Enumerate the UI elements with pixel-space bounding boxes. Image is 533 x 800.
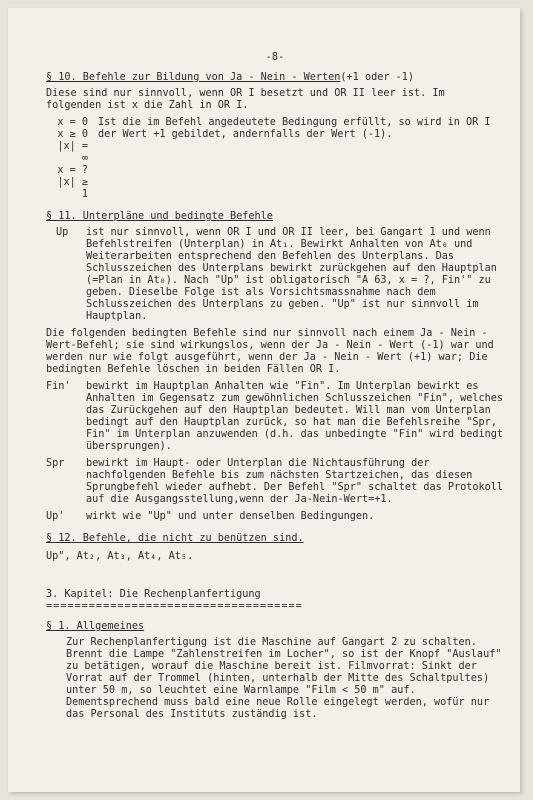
section-10-intro: Diese sind nur sinnvoll, wenn OR I besetzt und OR II leer ist. Im folgenden ist x die Zahl in OR I.: [46, 88, 445, 111]
condition-item: x = 0: [57, 117, 88, 128]
command-up: [46, 227, 504, 323]
document-page: [46, 52, 504, 726]
section-12-list: Up", At₂, At₃, At₄, At₅.: [46, 551, 194, 562]
section-1-text: Zur Rechenplanfertigung ist die Maschine auf Gangart 2 zu schalten. Brennt die Lampe "Zahlenstreifen im Locher", so ist der Knopf "Auslauf" zu betätigen, worauf die Maschine bereit ist. Filmvorrat: Sinkt der Vorrat auf der Trommel (hinten, unterhalb der Mitte des Schaltpultes) unter 50 m, so leuchtet eine Warnlampe "Film < 50 m" auf. Dementsprechend muss bald eine neue Rolle eingelegt werden, wofür nur das Personal des Instituts zuständig ist.: [66, 637, 502, 720]
section-12-heading: § 12. Befehle, die nicht zu benützen sind.: [46, 533, 304, 544]
chapter-title-underline: ====================================: [46, 601, 303, 612]
command-fin-term: Fin': [46, 381, 71, 392]
command-up-description: ist nur sinnvoll, wenn OR I und OR II leer, bei Gangart 1 und wenn Befehlstreifen (Unterplan) in At₁. Bewirkt Anhalten von At₀ und Weiterarbeiten entsprechend den Befehlen des Unterplans. Das Schlusszeichen des Unterplans bewirkt zurückgehen auf den Hauptplan (=Plan in At₀). Nach "Up" ist obligatorisch "A 63, x = ?, Fin'" zu geben. Dieselbe Folge ist als Vorsichtsmassnahme nach dem Schlusszeichen des Unterplans zu geben. "Up" ist nur sinnvoll im Hauptplan.: [86, 227, 497, 322]
command-spr-description: bewirkt im Haupt- oder Unterplan die Nichtausführung der nachfolgenden Befehle bis zum nächsten Startzeichen, das diesen Sprungbefehl wieder aufhebt. Der Befehl "Spr" schaltet das Protokoll auf die Ausgangsstellung,wenn der Ja-Nein-Wert=+1.: [86, 458, 504, 505]
conditional-commands-intro: Die folgenden bedingten Befehle sind nur sinnvoll nach einem Ja - Nein - Wert-Befehl; sie sind wirkungslos, wenn der Ja - Nein - Wert (-1) war und werden nur wie folgt ausgeführt, wenn der Ja - Nein - Wert (+1) war; Die bedingten Befehle löschen in beiden Fällen OR I.: [46, 328, 494, 375]
condition-description: Ist die im Befehl angedeutete Bedingung erfüllt, so wird in OR I der Wert +1 gebildet, andernfalls der Wert (-1).: [98, 117, 491, 140]
section-10-heading-tail: (+1 oder -1): [340, 72, 415, 83]
section-10-heading-text: § 10. Befehle zur Bildung von Ja - Nein - Werten: [46, 72, 341, 83]
page-number: -8-: [265, 52, 285, 63]
section-11-heading: § 11. Unterpläne und bedingte Befehle: [46, 211, 273, 222]
command-up-prime-term: Up': [46, 511, 65, 522]
condition-item: |x| ≥ 1: [57, 177, 88, 200]
command-fin-description: bewirkt im Hauptplan Anhalten wie "Fin". Im Unterplan bewirkt es Anhalten im Gegensatz zum gewöhnlichen Schlusszeichen "Fin", welches das Zurückgehen auf den Hauptplan bedeutet. Will man vom Unterplan bedingt auf den Hauptplan zurück, so hat man die Befehlsreihe "Spr, Fin" im Unterplan anzuwenden (d.h. das unbedingte "Fin" wird bedingt übersprungen).: [86, 381, 504, 452]
condition-list: [46, 117, 98, 201]
paper-sheet: [8, 8, 520, 792]
section-1-heading: § 1. Allgemeines: [46, 621, 145, 632]
condition-item: |x| = ∞: [57, 141, 88, 164]
command-up-prime: [46, 511, 504, 523]
command-spr-term: Spr: [46, 458, 65, 469]
condition-item: x = ?: [57, 165, 88, 176]
command-fin: [46, 381, 504, 453]
command-up-term: Up: [56, 227, 69, 238]
section-10-heading: [46, 72, 504, 84]
condition-item: x ≥ 0: [57, 129, 88, 140]
chapter-title: 3. Kapitel: Die Rechenplanfertigung: [46, 589, 261, 600]
command-spr: [46, 458, 504, 506]
command-up-prime-description: wirkt wie "Up" und unter denselben Bedingungen.: [86, 511, 375, 522]
section-10-conditions: [46, 117, 504, 201]
